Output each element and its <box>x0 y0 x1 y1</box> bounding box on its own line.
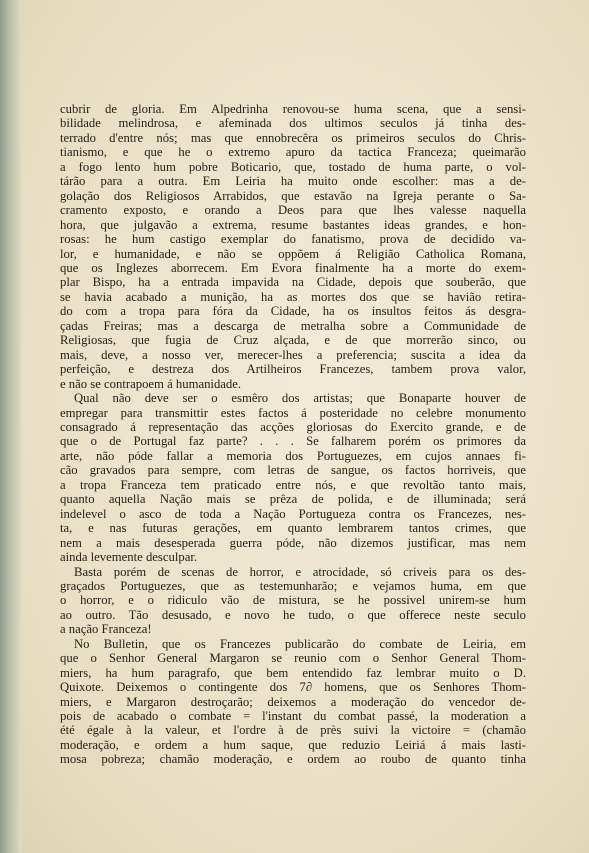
text-line: consagrado á representação das acções gloriosas do Exercito grande, e de <box>60 419 526 434</box>
text-line: a nação Franceza! <box>60 622 152 637</box>
text-line: que os Inglezes aborrecem. Em Evora finalmente ha a morte do exem- <box>60 260 526 275</box>
text-line: bilidade melindrosa, e afeminada dos ultimos seculos já tinha des- <box>60 116 526 131</box>
text-line: o horror, e o ridiculo vão de mistura, se he possivel unirem-se hum <box>60 593 526 608</box>
text-block <box>60 102 526 767</box>
text-line: moderação, e ordem a hum saque, que reduzio Leiriá á mais lasti- <box>60 737 526 752</box>
text-line: empregar para transmittir estes factos á posteridade no celebre monumento <box>60 405 526 420</box>
text-line: quanto aquella Nação mais se prêza de polida, e de illuminada; será <box>60 492 526 507</box>
text-line: a tropa Franceza tem praticado entre nós, e que revoltão tanto mais, <box>60 477 526 492</box>
text-line: do com a tropa para fóra da Cidade, ha os insultos feitos ás desgra- <box>60 304 526 319</box>
text-line: golação dos Religiosos Arrabidos, que estavão na Igreja perante o Sa- <box>60 188 526 203</box>
text-line: No Bulletin, que os Francezes publicarão do combate de Leiria, em <box>74 636 526 651</box>
text-line: tianismo, e que he o extremo apuro da tactica Franceza; queimarão <box>60 145 526 160</box>
text-line: Quixote. Deixemos o contingente dos 7∂ homens, que os Senhores Thom- <box>60 680 526 695</box>
text-line: mosa pobreza; chamão moderação, e ordem ao roubo de quanto tinha <box>60 752 526 767</box>
text-line: hora, que julgavão a extrema, resume bastantes ideas grandes, e hon- <box>60 217 526 232</box>
text-line: cão gravados para sempre, com letras de sangue, os factos horriveis, que <box>60 463 526 478</box>
paragraph-1 <box>60 102 526 391</box>
binding-gutter <box>0 0 22 853</box>
text-line: e não se contrapoem á humanidade. <box>60 376 242 391</box>
text-line: lor, e humanidade, e não se oppõem á Religião Catholica Romana, <box>60 246 526 261</box>
paragraph-2 <box>60 391 526 564</box>
text-line: pois de acabado o combate = l'instant du combat passé, la moderation a <box>60 709 526 724</box>
text-line: nem a mais desesperada guerra póde, não dizemos justificar, mas nem <box>60 535 526 550</box>
text-line: que o Senhor General Margaron se reunio com o Senhor General Thom- <box>60 651 526 666</box>
text-line: terrado d'entre nós; mas que ennobrecêra os primeiros seculos do Chris- <box>60 130 526 145</box>
text-line: rosas: he hum castigo exemplar do fanatismo, prova de decidido va- <box>60 232 526 247</box>
text-line: indelevel o asco de toda a Nação Portugueza contra os Francezes, nes- <box>60 506 526 521</box>
text-line: miers, ha hum paragrafo, que bem entendido faz lembrar muito o D. <box>60 665 526 680</box>
text-line: ao outro. Tão desusado, e novo he tudo, o que offerece neste seculo <box>60 607 526 622</box>
paragraph-3 <box>60 565 526 637</box>
text-line: cramento exposto, e orando a Deos para que lhes valesse naquella <box>60 203 526 218</box>
text-line: tárão para a outra. Em Leiria ha muito onde escolher: mas a de- <box>60 174 526 189</box>
text-line: se havia acabado a munição, ha as mortes dos que se havião retira- <box>60 289 526 304</box>
text-line: perfeição, e destreza dos Artilheiros Francezes, tambem prova valor, <box>60 362 526 377</box>
text-line: arte, não póde fallar a memoria dos Portuguezes, em cujos annaes fi- <box>60 448 526 463</box>
text-line: que o de Portugal faz parte? . . . Se falharem porém os primores da <box>60 434 526 449</box>
text-line: ainda levemente desculpar. <box>60 550 198 565</box>
text-line: plar Bispo, ha a entrada impavida na Cidade, depois que souberão, que <box>60 275 526 290</box>
text-line: été égale à la valeur, et l'ordre à de près suivi la victoire = (chamão <box>60 723 526 738</box>
paragraph-4 <box>60 637 526 767</box>
text-line: cubrir de gloria. Em Alpedrinha renovou-se huma scena, que a sensi- <box>60 102 526 116</box>
text-line: ta, e nas futuras gerações, em quanto lembrarem tantos crimes, que <box>60 521 526 536</box>
text-line: a fogo lento hum pobre Boticario, que, tostado de huma parte, o vol- <box>60 159 526 174</box>
text-line: mais, deve, a nosso ver, merecer-lhes a preferencia; suscita a idea da <box>60 347 526 362</box>
text-line: graçados Portuguezes, que as testemunharão; e vejamos huma, em que <box>60 578 526 593</box>
text-line: çadas Freiras; mas a descarga de metralha sobre a Communidade de <box>60 318 526 333</box>
text-line: Qual não deve ser o esmêro dos artistas; que Bonaparte houver de <box>74 391 526 406</box>
text-line: miers, e Margaron destroçarão; deixemos a moderação do vencedor de- <box>60 694 526 709</box>
text-line: Basta porém de scenas de horror, e atrocidade, só criveis para os des- <box>74 564 526 579</box>
text-line: Religiosas, que fugia de Cruz alçada, e de que morrerão sinco, ou <box>60 333 526 348</box>
